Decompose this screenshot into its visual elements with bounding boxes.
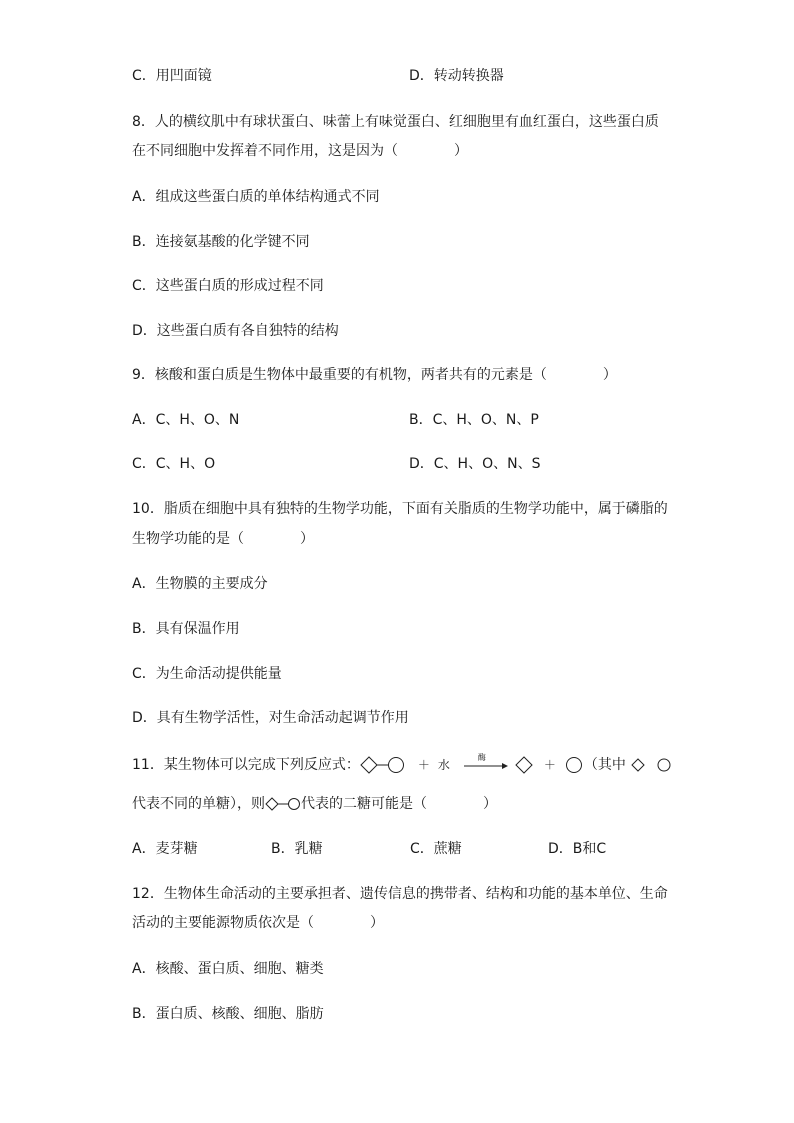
q11-water: 水	[437, 758, 450, 772]
q10-option-d: D．具有生物学活性，对生命活动起调节作用	[132, 710, 409, 726]
q9-stem: 9．核酸和蛋白质是生物体中最重要的有机物，两者共有的元素是（ ）	[132, 367, 617, 383]
circle-legend-icon	[656, 756, 672, 774]
q11-option-c: C．蔗糖	[410, 841, 462, 857]
q11-enzyme-label: 酶	[477, 753, 486, 762]
q10-stem-line2: 生物学功能的是（ ）	[132, 531, 314, 547]
q11-stem-line2	[132, 795, 497, 813]
diamond-monosaccharide-icon	[514, 756, 534, 774]
q10-option-c: C．为生命活动提供能量	[132, 666, 282, 682]
q8-option-a: A．组成这些蛋白质的单体结构通式不同	[132, 189, 380, 205]
q9-option-c: C．C、H、O	[132, 456, 216, 472]
disaccharide-small-icon	[265, 795, 301, 813]
circle-monosaccharide-icon	[564, 756, 584, 774]
q11-b-suffix: 代表的二糖可能是（ ）	[301, 796, 497, 812]
q11-b-prefix: 代表不同的单糖），则	[132, 796, 265, 812]
q11-paren: （其中	[583, 757, 626, 773]
q8-option-b: B．连接氨基酸的化学键不同	[132, 234, 310, 250]
q12-option-b: B．蛋白质、核酸、细胞、脂肪	[132, 1006, 324, 1022]
q11-option-b: B．乳糖	[271, 841, 323, 857]
q12-option-a: A．核酸、蛋白质、细胞、糖类	[132, 961, 324, 977]
q8-stem-line1: 8．人的横纹肌中有球状蛋白、味蕾上有味觉蛋白、红细胞里有血红蛋白，这些蛋白质	[132, 114, 659, 130]
q11-plus-2: ＋	[543, 758, 556, 772]
q7-option-c: C．用凹面镜	[132, 68, 212, 84]
q9-option-a: A．C、H、O、N	[132, 412, 240, 428]
q12-stem-line2: 活动的主要能源物质依次是（ ）	[132, 915, 384, 931]
reaction-arrow-icon	[464, 756, 508, 774]
q10-stem-line1: 10．脂质在细胞中具有独特的生物学功能，下面有关脂质的生物学功能中，属于磷脂的	[132, 501, 668, 517]
q12-stem-line1: 12．生物体生命活动的主要承担者、遗传信息的携带者、结构和功能的基本单位、生命	[132, 886, 668, 902]
disaccharide-diamond-circle-icon	[360, 756, 408, 774]
q11-option-a: A．麦芽糖	[132, 841, 198, 857]
q10-option-b: B．具有保温作用	[132, 621, 240, 637]
q8-stem-line2: 在不同细胞中发挥着不同作用，这是因为（ ）	[132, 143, 468, 159]
diamond-legend-icon	[630, 756, 646, 774]
q11-plus-1: ＋	[417, 758, 430, 772]
q11-stem-line1	[132, 753, 672, 774]
q10-option-a: A．生物膜的主要成分	[132, 576, 268, 592]
q9-option-b: B．C、H、O、N、P	[409, 412, 539, 428]
q9-option-d: D．C、H、O、N、S	[409, 456, 541, 472]
q7-option-d: D．转动转换器	[409, 68, 504, 84]
q11-enzyme-arrow	[464, 753, 508, 774]
q11-option-d: D．B和C	[548, 841, 607, 857]
q8-option-d: D．这些蛋白质有各自独特的结构	[132, 323, 339, 339]
q11-prefix: 11．某生物体可以完成下列反应式：	[132, 757, 360, 773]
q8-option-c: C．这些蛋白质的形成过程不同	[132, 278, 324, 294]
